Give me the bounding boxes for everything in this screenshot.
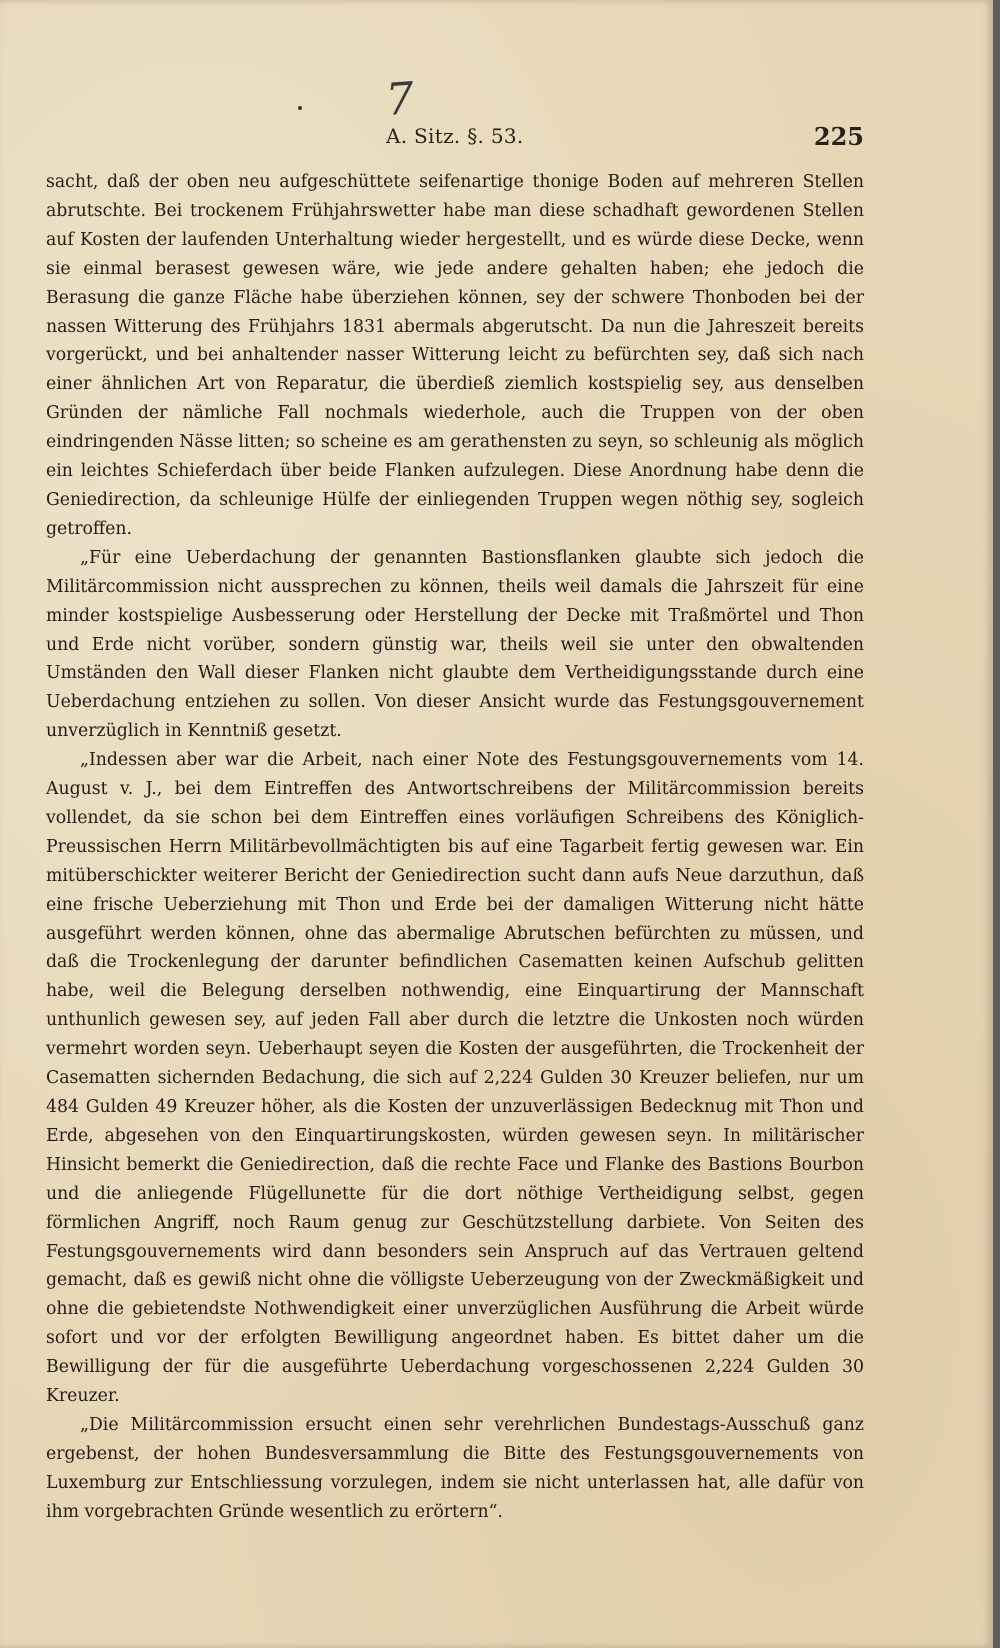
body-text [46, 168, 864, 1527]
paragraph-2: „Für eine Ueberdachung der genannten Bastionsflanken glaubte sich jedoch die Militärcommission nicht aussprechen zu können, theils weil damals die Jahrszeit für eine minder kostspielige Ausbesserung oder Herstellung der Decke mit Traßmörtel und Thon und Erde nicht vorüber, sondern günstig war, theils weil sie unter den obwaltenden Umständen den Wall dieser Flanken nicht glaubte dem Vertheidigungsstande durch eine Ueberdachung entziehen zu sollen. Von dieser Ansicht wurde das Festungsgouvernement unverzüglich in Kenntniß gesetzt. [46, 547, 864, 742]
paragraph-3: „Indessen aber war die Arbeit, nach einer Note des Festungsgouvernements vom 14. August v. J., bei dem Eintreffen des Antwortschreibens der Militärcommission bereits vollendet, da sie schon bei dem Eintreffen eines vorläufigen Schreibens des Königlich-Preussischen Herrn Militärbevollmächtigten bis auf eine Tagarbeit fertig gewesen war. Ein mitüberschickter weiterer Bericht der Geniedirection sucht dann aufs Neue darzuthun, daß eine frische Ueberziehung mit Thon und Erde bei der damaligen Witterung nicht hätte ausgeführt werden können, ohne das abermalige Abrutschen befürchten zu müssen, und daß die Trockenlegung der darunter befindlichen Casematten keinen Aufschub gelitten habe, weil die Belegung derselben nothwendig, eine Einquartirung der Mannschaft unthunlich gewesen sey, auf jeden Fall aber durch die letztre die Unkosten noch würden vermehrt worden seyn. Ueberhaupt seyen die Kosten der ausgeführten, die Trockenheit der Casematten sichernden Bedachung, die sich auf 2,224 Gulden 30 Kreuzer beliefen, nur um 484 Gulden 49 Kreuzer höher, als die Kosten der unzuverlässigen Bedecknug mit Thon und Erde, abgesehen von den Einquartirungskosten, würden gewesen seyn. In militärischer Hinsicht bemerkt die Geniedirection, daß die rechte Face und Flanke des Bastions Bourbon und die anliegende Flügellunette für die dort nöthige Vertheidigung selbst, gegen förmlichen Angriff, noch Raum genug zur Geschützstellung darbiete. Von Seiten des Festungsgouvernements wird dann besonders sein Anspruch auf das Vertrauen geltend gemacht, daß es gewiß nicht ohne die völligste Ueberzeugung von der Zweckmäßigkeit und ohne die gebietendste Nothwendigkeit einer unverzüglichen Ausführung die Arbeit würde sofort und vor der erfolgten Bewilligung angeordnet haben. Es bittet daher um die Bewilligung der für die ausgeführte Ueberdachung vorgeschossenen 2,224 Gulden 30 Kreuzer. [46, 750, 864, 1407]
scanner-edge [993, 0, 1000, 1648]
handwritten-mark: 7 [384, 73, 416, 126]
paragraph-4: „Die Militärcommission ersucht einen sehr verehrlichen Bundestags-Ausschuß ganz ergebenst, der hohen Bundesversammlung die Bitte des Festungsgouvernements von Luxemburg zur Entschliessung vorzulegen, indem sie nicht unterlassen hat, alle dafür von ihm vorgebrachten Gründe wesentlich zu erörtern“. [46, 1414, 864, 1522]
page-number: 225 [813, 122, 864, 151]
paragraph-1: sacht, daß der oben neu aufgeschüttete seifenartige thonige Boden auf mehreren Stellen abrutschte. Bei trockenem Frühjahrswetter habe man diese schadhaft gewordenen Stellen auf Kosten der laufenden Unterhaltung wieder hergestellt, und es würde diese Decke, wenn sie einmal berasest gewesen wäre, wie jede andere gehalten haben; ehe jedoch die Berasung die ganze Fläche habe überziehen können, sey der schwere Thonboden bei der nassen Witterung des Frühjahrs 1831 abermals abgerutscht. Da nun die Jahreszeit bereits vorgerückt, und bei anhaltender nasser Witterung leicht zu befürchten sey, daß sich nach einer ähnlichen Art von Reparatur, die überdieß ziemlich kostspielig sey, aus denselben Gründen der nämliche Fall nochmals wiederhole, auch die Truppen von der oben eindringenden Nässe litten; so scheine es am gerathensten zu seyn, so schleunig als möglich ein leichtes Schieferdach über beide Flanken aufzulegen. Diese Anordnung habe denn die Geniedirection, da schleunige Hülfe der einliegenden Truppen wegen nöthig sey, sogleich getroffen. [46, 172, 864, 539]
running-head: A. Sitz. §. 53. [386, 124, 524, 148]
page-header [46, 73, 864, 160]
ink-dot [298, 106, 302, 110]
